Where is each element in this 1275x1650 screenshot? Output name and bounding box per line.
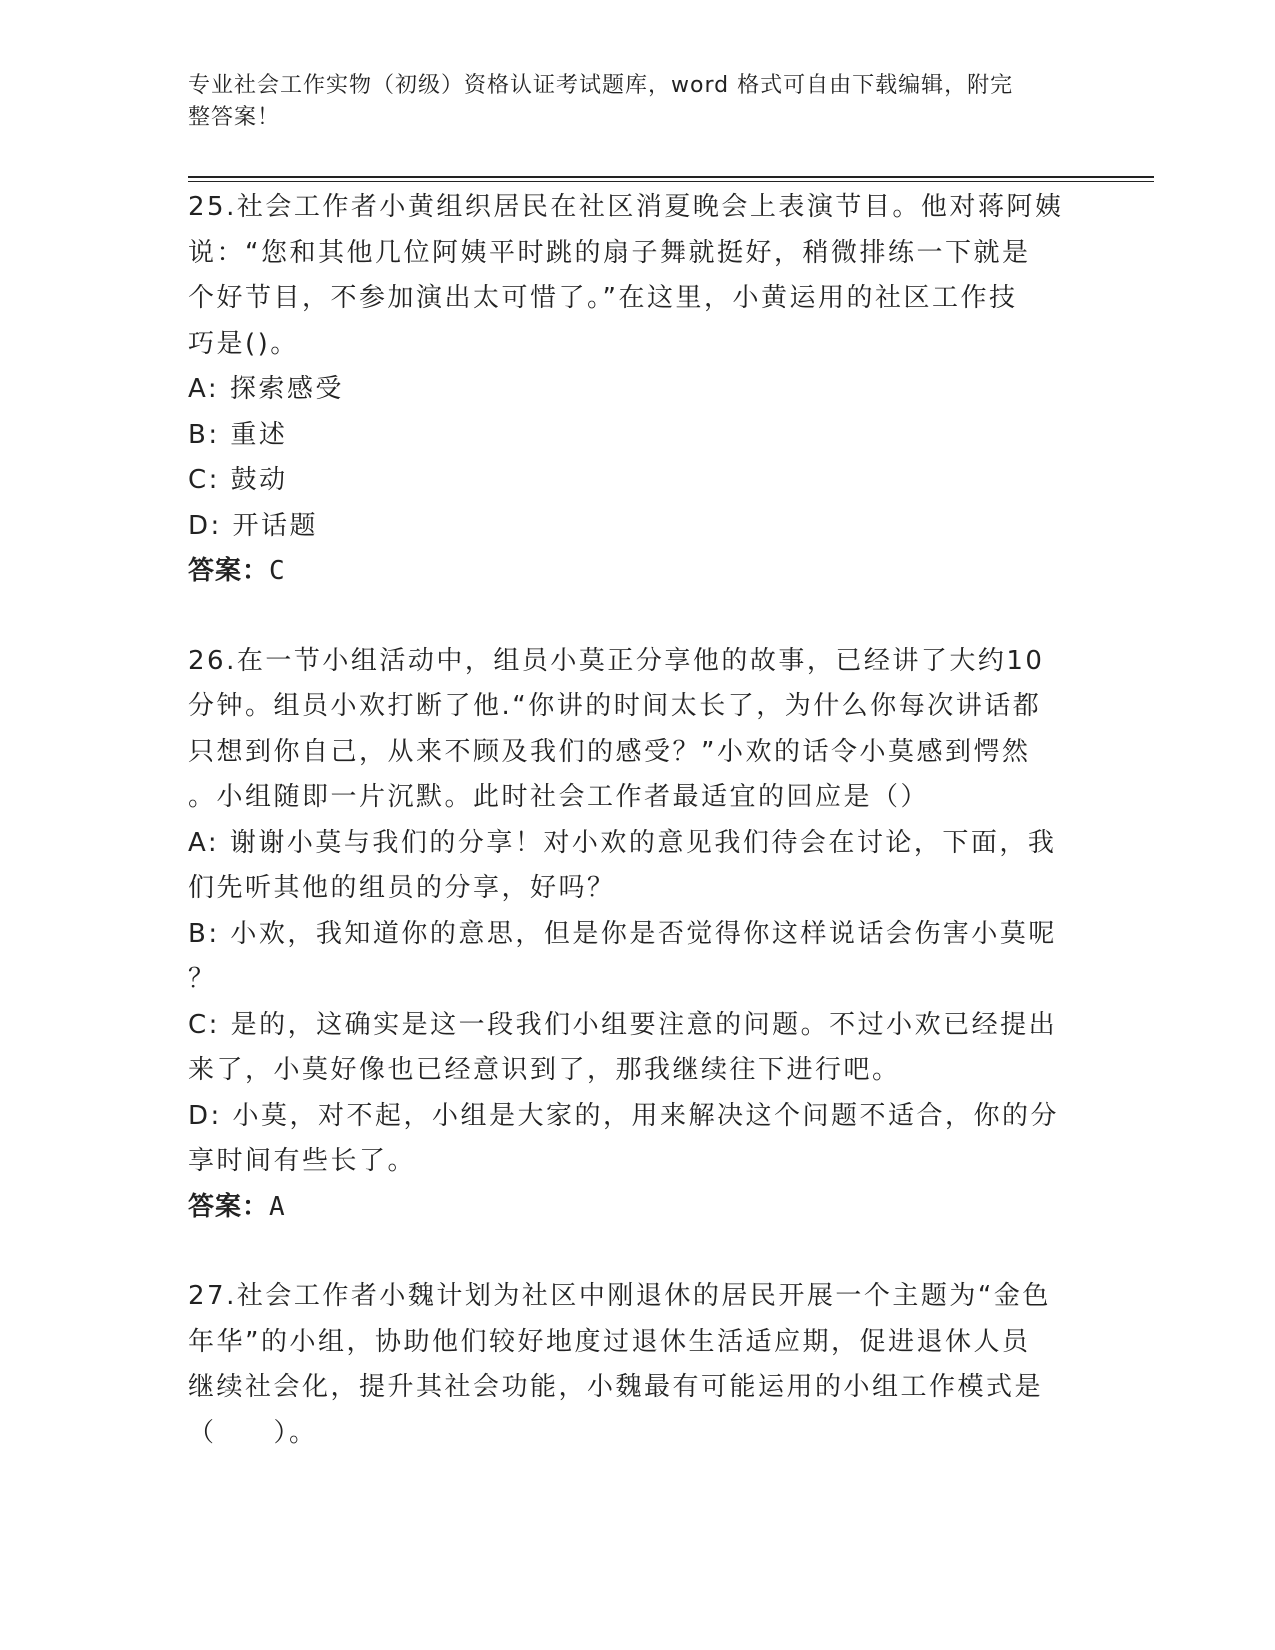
header-divider xyxy=(188,181,1154,182)
answer-value: C xyxy=(269,556,286,586)
answer-label: 答案： xyxy=(188,1191,270,1222)
option-c: C: 鼓动 xyxy=(188,465,288,495)
option-c: C: 是的，这确实是这一段我们小组要注意的问题。不过小欢已经提出 xyxy=(188,1009,1058,1040)
document-body xyxy=(188,185,1078,1456)
question-stem-line: 个好节目，不参加演出太可惜了。”在这里，小黄运用的社区工作技 xyxy=(188,283,1018,313)
option-a-continued: 们先听其他的组员的分享，好吗？ xyxy=(188,873,616,903)
answer-value: A xyxy=(269,1191,286,1222)
answer-26 xyxy=(188,1185,1078,1231)
question-stem-line: 分钟。组员小欢打断了他.“你讲的时间太长了，为什么你每次讲话都 xyxy=(188,691,1042,721)
answer-label: 答案： xyxy=(188,556,270,586)
question-stem-line: 继续社会化，提升其社会功能，小魏最有可能运用的小组工作模式是 xyxy=(188,1372,1044,1402)
question-25 xyxy=(188,185,1078,549)
question-stem-line: 。小组随即一片沉默。此时社会工作者最适宜的回应是（） xyxy=(188,782,930,812)
page-header xyxy=(188,70,1068,134)
option-b-continued: ？ xyxy=(188,964,217,994)
question-stem-line: 巧是()。 xyxy=(188,328,299,359)
spacer xyxy=(188,595,1078,639)
header-divider xyxy=(188,176,1154,178)
question-stem-line: 27.社会工作者小魏计划为社区中刚退休的居民开展一个主题为“金色 xyxy=(188,1281,1051,1311)
question-stem-line: 只想到你自己，从来不顾及我们的感受？”小欢的话令小莫感到愕然 xyxy=(188,736,1031,767)
option-c-continued: 来了，小莫好像也已经意识到了，那我继续往下进行吧。 xyxy=(188,1055,901,1085)
header-line: 整答案！ xyxy=(188,105,281,130)
question-stem-line: （ ）。 xyxy=(188,1417,318,1448)
question-stem-line: 26.在一节小组活动中，组员小莫正分享他的故事，已经讲了大约10 xyxy=(188,645,1045,676)
option-a: A: 探索感受 xyxy=(188,374,344,404)
question-stem-line: 25.社会工作者小黄组织居民在社区消夏晚会上表演节目。他对蒋阿姨 xyxy=(188,192,1064,222)
option-a: A: 谢谢小莫与我们的分享！对小欢的意见我们待会在讨论，下面，我 xyxy=(188,827,1057,858)
question-stem-line: 说：“您和其他几位阿姨平时跳的扇子舞就挺好，稍微排练一下就是 xyxy=(188,237,1031,268)
question-26 xyxy=(188,639,1078,1185)
question-27 xyxy=(188,1274,1078,1456)
option-d: D: 小莫，对不起，小组是大家的，用来解决这个问题不适合，你的分 xyxy=(188,1100,1060,1131)
header-line: 专业社会工作实物（初级）资格认证考试题库，word 格式可自由下载编辑，附完 xyxy=(188,73,1014,98)
answer-25 xyxy=(188,549,1078,595)
option-b: B: 重述 xyxy=(188,419,288,450)
question-stem-line: 年华”的小组，协助他们较好地度过退休生活适应期，促进退休人员 xyxy=(188,1326,1031,1357)
option-b: B: 小欢，我知道你的意思，但是你是否觉得你这样说话会伤害小莫呢 xyxy=(188,918,1057,949)
option-d-continued: 享时间有些长了。 xyxy=(188,1146,417,1176)
spacer xyxy=(188,1230,1078,1274)
option-d: D: 开话题 xyxy=(188,510,319,541)
